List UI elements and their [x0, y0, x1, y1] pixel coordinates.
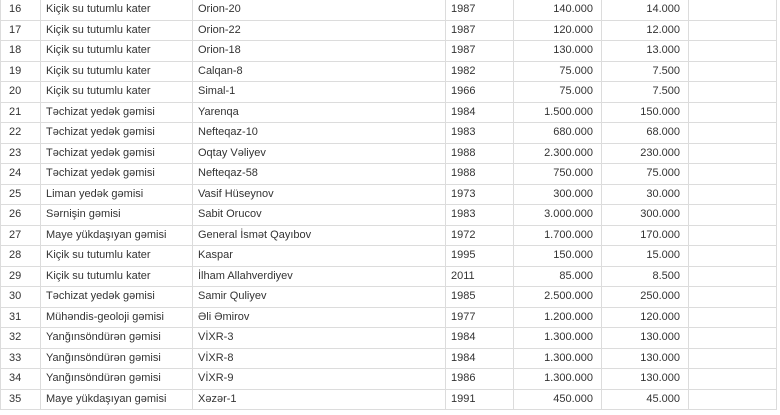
amount-cell: 75.000: [602, 164, 689, 185]
built-year-cell: 1983: [446, 123, 514, 144]
built-year-cell: 1985: [446, 287, 514, 308]
table-row: [1, 348, 777, 369]
built-year-cell: 1983: [446, 205, 514, 226]
row-number-cell: 25: [1, 184, 41, 205]
amount-cell: 7.500: [602, 61, 689, 82]
value-cell: 1.300.000: [514, 348, 602, 369]
vessel-name-cell: VİXR-9: [193, 369, 446, 390]
empty-cell: [689, 266, 777, 287]
vessel-type-cell: Mühəndis-geoloji gəmisi: [41, 307, 193, 328]
vessel-name-cell: Orion-20: [193, 0, 446, 20]
value-cell: 120.000: [514, 20, 602, 41]
row-number-cell: 20: [1, 82, 41, 103]
amount-cell: 7.500: [602, 82, 689, 103]
table-row: [1, 369, 777, 390]
row-number-cell: 22: [1, 123, 41, 144]
empty-cell: [689, 287, 777, 308]
empty-cell: [689, 102, 777, 123]
built-year-cell: 1987: [446, 20, 514, 41]
value-cell: 1.700.000: [514, 225, 602, 246]
value-cell: 1.300.000: [514, 369, 602, 390]
amount-cell: 30.000: [602, 184, 689, 205]
vessel-name-cell: Nefteqaz-10: [193, 123, 446, 144]
amount-cell: 150.000: [602, 102, 689, 123]
amount-cell: 12.000: [602, 20, 689, 41]
built-year-cell: 1973: [446, 184, 514, 205]
vessel-type-cell: Yanğınsöndürən gəmisi: [41, 369, 193, 390]
value-cell: 130.000: [514, 41, 602, 62]
value-cell: 750.000: [514, 164, 602, 185]
vessel-type-cell: Liman yedək gəmisi: [41, 184, 193, 205]
row-number-cell: 28: [1, 246, 41, 267]
vessel-name-cell: Orion-18: [193, 41, 446, 62]
empty-cell: [689, 328, 777, 349]
row-number-cell: 21: [1, 102, 41, 123]
amount-cell: 170.000: [602, 225, 689, 246]
vessel-type-cell: Təchizat yedək gəmisi: [41, 287, 193, 308]
empty-cell: [689, 123, 777, 144]
value-cell: 150.000: [514, 246, 602, 267]
value-cell: 1.300.000: [514, 328, 602, 349]
table-row: [1, 225, 777, 246]
vessel-name-cell: General İsmət Qayıbov: [193, 225, 446, 246]
vessel-type-cell: Təchizat yedək gəmisi: [41, 143, 193, 164]
empty-cell: [689, 389, 777, 410]
value-cell: 140.000: [514, 0, 602, 20]
amount-cell: 14.000: [602, 0, 689, 20]
vessel-type-cell: Təchizat yedək gəmisi: [41, 123, 193, 144]
amount-cell: 130.000: [602, 348, 689, 369]
table-row: [1, 61, 777, 82]
row-number-cell: 16: [1, 0, 41, 20]
row-number-cell: 17: [1, 20, 41, 41]
empty-cell: [689, 0, 777, 20]
vessel-name-cell: VİXR-8: [193, 348, 446, 369]
empty-cell: [689, 41, 777, 62]
vessel-type-cell: Kiçik su tutumlu kater: [41, 0, 193, 20]
amount-cell: 230.000: [602, 143, 689, 164]
row-number-cell: 27: [1, 225, 41, 246]
built-year-cell: 1977: [446, 307, 514, 328]
table-row: [1, 287, 777, 308]
vessel-name-cell: Xəzər-1: [193, 389, 446, 410]
built-year-cell: 1988: [446, 164, 514, 185]
value-cell: 2.500.000: [514, 287, 602, 308]
built-year-cell: 1986: [446, 369, 514, 390]
empty-cell: [689, 369, 777, 390]
table-row: [1, 143, 777, 164]
amount-cell: 300.000: [602, 205, 689, 226]
table-row: [1, 102, 777, 123]
value-cell: 85.000: [514, 266, 602, 287]
empty-cell: [689, 184, 777, 205]
table-row: [1, 20, 777, 41]
vessel-name-cell: Vasif Hüseynov: [193, 184, 446, 205]
amount-cell: 130.000: [602, 328, 689, 349]
vessel-name-cell: VİXR-3: [193, 328, 446, 349]
value-cell: 2.300.000: [514, 143, 602, 164]
value-cell: 3.000.000: [514, 205, 602, 226]
row-number-cell: 23: [1, 143, 41, 164]
table-row: [1, 164, 777, 185]
built-year-cell: 1995: [446, 246, 514, 267]
table-row: [1, 205, 777, 226]
vessel-name-cell: Orion-22: [193, 20, 446, 41]
built-year-cell: 1984: [446, 102, 514, 123]
empty-cell: [689, 205, 777, 226]
empty-cell: [689, 143, 777, 164]
amount-cell: 45.000: [602, 389, 689, 410]
value-cell: 450.000: [514, 389, 602, 410]
vessel-type-cell: Təchizat yedək gəmisi: [41, 164, 193, 185]
value-cell: 1.500.000: [514, 102, 602, 123]
row-number-cell: 34: [1, 369, 41, 390]
built-year-cell: 1984: [446, 328, 514, 349]
vessel-name-cell: Oqtay Vəliyev: [193, 143, 446, 164]
row-number-cell: 31: [1, 307, 41, 328]
vessel-table-body: [1, 0, 777, 410]
amount-cell: 250.000: [602, 287, 689, 308]
amount-cell: 8.500: [602, 266, 689, 287]
vessel-type-cell: Təchizat yedək gəmisi: [41, 102, 193, 123]
vessel-name-cell: Calqan-8: [193, 61, 446, 82]
vessel-type-cell: Kiçik su tutumlu kater: [41, 266, 193, 287]
vessel-type-cell: Yanğınsöndürən gəmisi: [41, 328, 193, 349]
built-year-cell: 1991: [446, 389, 514, 410]
amount-cell: 15.000: [602, 246, 689, 267]
empty-cell: [689, 348, 777, 369]
empty-cell: [689, 20, 777, 41]
empty-cell: [689, 164, 777, 185]
empty-cell: [689, 82, 777, 103]
vessel-type-cell: Maye yükdaşıyan gəmisi: [41, 389, 193, 410]
built-year-cell: 1982: [446, 61, 514, 82]
empty-cell: [689, 61, 777, 82]
empty-cell: [689, 246, 777, 267]
built-year-cell: 1987: [446, 41, 514, 62]
row-number-cell: 18: [1, 41, 41, 62]
row-number-cell: 33: [1, 348, 41, 369]
vessel-name-cell: Kaspar: [193, 246, 446, 267]
amount-cell: 130.000: [602, 369, 689, 390]
built-year-cell: 1984: [446, 348, 514, 369]
vessel-type-cell: Yanğınsöndürən gəmisi: [41, 348, 193, 369]
vessel-name-cell: Yarenqa: [193, 102, 446, 123]
table-row: [1, 184, 777, 205]
table-row: [1, 123, 777, 144]
vessel-name-cell: Əli Əmirov: [193, 307, 446, 328]
table-row: [1, 266, 777, 287]
row-number-cell: 35: [1, 389, 41, 410]
vessel-name-cell: Nefteqaz-58: [193, 164, 446, 185]
value-cell: 300.000: [514, 184, 602, 205]
table-row: [1, 41, 777, 62]
built-year-cell: 2011: [446, 266, 514, 287]
amount-cell: 13.000: [602, 41, 689, 62]
row-number-cell: 29: [1, 266, 41, 287]
vessel-name-cell: Simal-1: [193, 82, 446, 103]
table-row: [1, 328, 777, 349]
value-cell: 680.000: [514, 123, 602, 144]
row-number-cell: 30: [1, 287, 41, 308]
built-year-cell: 1972: [446, 225, 514, 246]
table-row: [1, 0, 777, 20]
value-cell: 75.000: [514, 82, 602, 103]
table-row: [1, 389, 777, 410]
vessel-type-cell: Kiçik su tutumlu kater: [41, 41, 193, 62]
vessel-type-cell: Sərnişin gəmisi: [41, 205, 193, 226]
table-row: [1, 82, 777, 103]
amount-cell: 68.000: [602, 123, 689, 144]
built-year-cell: 1966: [446, 82, 514, 103]
vessel-name-cell: Samir Quliyev: [193, 287, 446, 308]
value-cell: 75.000: [514, 61, 602, 82]
table-row: [1, 246, 777, 267]
vessel-type-cell: Kiçik su tutumlu kater: [41, 61, 193, 82]
row-number-cell: 26: [1, 205, 41, 226]
row-number-cell: 24: [1, 164, 41, 185]
table-row: [1, 307, 777, 328]
value-cell: 1.200.000: [514, 307, 602, 328]
built-year-cell: 1988: [446, 143, 514, 164]
vessel-type-cell: Kiçik su tutumlu kater: [41, 82, 193, 103]
vessel-type-cell: Maye yükdaşıyan gəmisi: [41, 225, 193, 246]
vessel-name-cell: Sabit Orucov: [193, 205, 446, 226]
empty-cell: [689, 225, 777, 246]
empty-cell: [689, 307, 777, 328]
row-number-cell: 32: [1, 328, 41, 349]
vessel-type-cell: Kiçik su tutumlu kater: [41, 246, 193, 267]
amount-cell: 120.000: [602, 307, 689, 328]
row-number-cell: 19: [1, 61, 41, 82]
vessel-type-cell: Kiçik su tutumlu kater: [41, 20, 193, 41]
built-year-cell: 1987: [446, 0, 514, 20]
vessel-name-cell: İlham Allahverdiyev: [193, 266, 446, 287]
